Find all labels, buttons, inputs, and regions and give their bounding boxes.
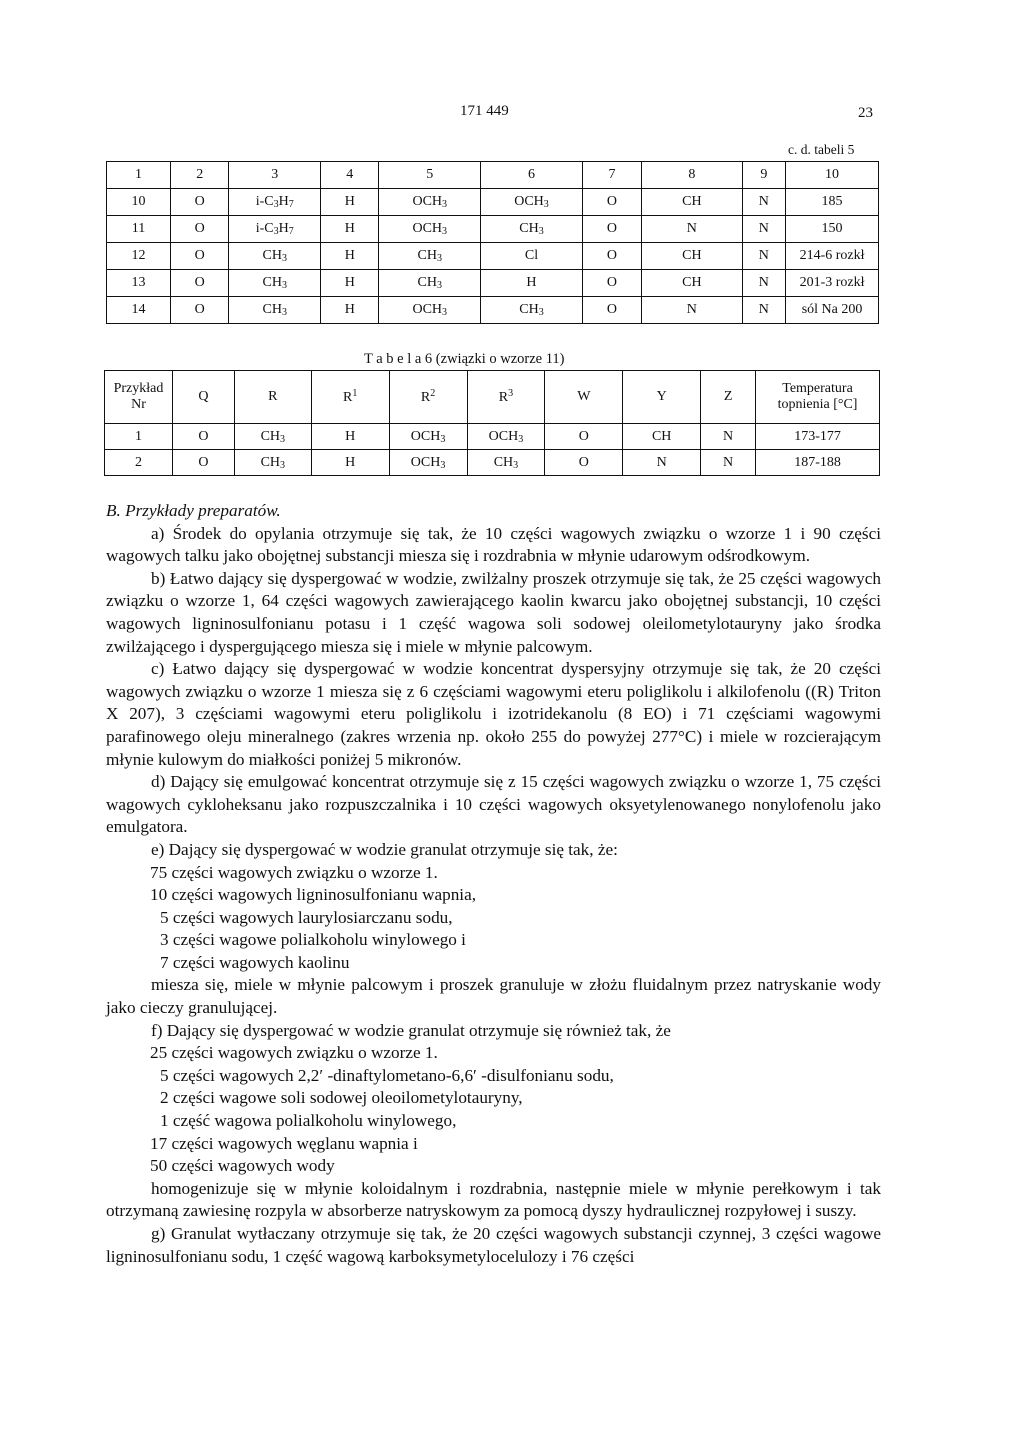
table-cell: $CH_3$	[229, 243, 321, 270]
paragraph-c: c) Łatwo dający się dyspergować w wodzie koncentrat dyspersyjny otrzymuje się tak, że 20 części wagowych związku o wzorze 1 miesza się z 6 częściami wagowymi eteru poliglikolu i alkilofenolu ((R) Triton X 207), 3 częściami wagowymi eteru poliglikolu i izotridekanolu (8 EO) i 71 częściami wagowymi parafinowego oleju mineralnego (zakres wrzenia np. około 255 do powyżej 277°C) i miele w rozcierającym młynie kulowym do miałkości poniżej 5 mikronów.	[106, 659, 881, 769]
table-cell: O	[582, 270, 641, 297]
table-cell: $OCH_3$	[389, 424, 467, 450]
table-cell: H	[321, 216, 379, 243]
table-cell: CH	[642, 243, 743, 270]
table-cell: 150	[786, 216, 879, 243]
table-cell: $CH_3$	[467, 450, 545, 476]
table-5-row	[107, 270, 879, 297]
table-cell: H	[481, 270, 583, 297]
table-cell: 173-177	[756, 424, 880, 450]
header-line: Przykład	[113, 381, 164, 396]
table-cell: 13	[107, 270, 171, 297]
table-5-header-row	[107, 162, 879, 189]
section-heading: B. Przykłady preparatów.	[106, 501, 281, 520]
list-item: 17 części wagowych węglanu wapnia i	[150, 1133, 418, 1153]
table-cell: $i-C_3H_7$	[229, 189, 321, 216]
table-cell: $OCH_3$	[467, 424, 545, 450]
table-cell: CH	[623, 424, 701, 450]
table-cell: $OCH_3$	[481, 189, 583, 216]
table-6-header-row	[105, 371, 880, 424]
table-cell: $i-C_3H_7$	[229, 216, 321, 243]
table-cell: H	[321, 270, 379, 297]
table-cell: $CH_3$	[379, 243, 481, 270]
list-item: 7 części wagowych kaolinu	[160, 952, 350, 972]
list-item: 5 części wagowych 2,2′ -dinaftylometano-6,6′ -disulfonianu sodu,	[160, 1065, 614, 1085]
table-cell: H	[321, 243, 379, 270]
table-cell: H	[311, 424, 389, 450]
table-5-row	[107, 216, 879, 243]
header-cell-r3: $R^3$	[467, 371, 545, 424]
list-item: 50 części wagowych wody	[150, 1156, 335, 1176]
page-number: 23	[858, 105, 873, 121]
table-cell: 187-188	[756, 450, 880, 476]
table-cell: 2	[105, 450, 173, 476]
table-cell: $OCH_3$	[379, 189, 481, 216]
table-cell: N	[742, 243, 785, 270]
table-cell: 11	[107, 216, 171, 243]
table-cell: N	[701, 450, 756, 476]
table-cell: O	[171, 297, 229, 324]
table-6-row	[105, 424, 880, 450]
list-item: 75 części wagowych związku o wzorze 1.	[150, 862, 438, 882]
table-cell: 201-3 rozkł	[786, 270, 879, 297]
table-cell: O	[545, 424, 623, 450]
table-cell: $CH_3$	[234, 424, 311, 450]
table-5	[106, 161, 879, 324]
paragraph-g: g) Granulat wytłaczany otrzymuje się tak, że 20 części wagowych substancji czynnej, 3 części wagowe ligninosulfonianu sodu, 1 część wagową karboksymetylocelulozy i 76 części	[106, 1224, 881, 1266]
table-cell: O	[171, 243, 229, 270]
table-cell: $OCH_3$	[379, 297, 481, 324]
table-cell: N	[623, 450, 701, 476]
table-5-row	[107, 189, 879, 216]
header-cell: Y	[623, 371, 701, 424]
table-cell: O	[172, 424, 234, 450]
table-cell: 10	[107, 189, 171, 216]
header-cell: W	[545, 371, 623, 424]
header-line: Nr	[131, 397, 146, 412]
header-cell: Z	[701, 371, 756, 424]
table-cell: H	[321, 297, 379, 324]
table-cell: O	[172, 450, 234, 476]
table-cell: $OCH_3$	[389, 450, 467, 476]
table-cell: 14	[107, 297, 171, 324]
table-cell: CH	[642, 270, 743, 297]
list-item: 2 części wagowe soli sodowej oleoilometylotauryny,	[160, 1088, 523, 1108]
table-cell: 185	[786, 189, 879, 216]
list-item: 5 części wagowych laurylosiarczanu sodu,	[160, 907, 453, 927]
header-cell: 2	[171, 162, 229, 189]
header-cell: 1	[107, 162, 171, 189]
table-cell: O	[171, 189, 229, 216]
table-cell: O	[582, 297, 641, 324]
list-item: 10 części wagowych ligninosulfonianu wapnia,	[150, 885, 477, 905]
table-cell: N	[642, 216, 743, 243]
table-cell: $OCH_3$	[379, 216, 481, 243]
table-cell: $CH_3$	[481, 216, 583, 243]
table-6-title: T a b e l a 6 (związki o wzorze 11)	[364, 351, 565, 367]
paragraph-a: a) Środek do opylania otrzymuje się tak, że 10 części wagowych związku o wzorze 1 i 90 części wagowych talku jako obojętnej substancji miesza się i rozdrabnia w młynie udarowym odśrodkowym.	[106, 523, 881, 566]
header-cell: Q	[172, 371, 234, 424]
table-cell: O	[582, 243, 641, 270]
table-cell: $CH_3$	[234, 450, 311, 476]
paragraph-e-outro: miesza się, miele w młynie palcowym i proszek granuluje w złożu fluidalnym przez natryskanie wody jako cieczy granulującej.	[106, 975, 881, 1018]
table-6-row	[105, 450, 880, 476]
header-line: Temperatura	[782, 381, 853, 396]
table-cell: O	[171, 270, 229, 297]
header-cell: 7	[582, 162, 641, 189]
list-item: 25 części wagowych związku o wzorze 1.	[150, 1043, 438, 1063]
header-cell: 9	[742, 162, 785, 189]
header-symbol: R	[420, 390, 431, 405]
header-cell: 8	[642, 162, 743, 189]
list-item: 3 części wagowe polialkoholu winylowego i	[160, 930, 466, 950]
header-cell-r1: $R^1$	[311, 371, 389, 424]
table-cell: H	[311, 450, 389, 476]
header-cell: 6	[481, 162, 583, 189]
header-cell: 3	[229, 162, 321, 189]
table-cell: N	[742, 297, 785, 324]
header-symbol: R	[342, 390, 353, 405]
table-cell: N	[742, 270, 785, 297]
table-cell: 1	[105, 424, 173, 450]
table-cell: $CH_3$	[229, 297, 321, 324]
table-cell: Cl	[481, 243, 583, 270]
table-cell: $CH_3$	[229, 270, 321, 297]
header-cell-example	[105, 371, 173, 424]
paragraph-e-intro: e) Dający się dyspergować w wodzie granulat otrzymuje się tak, że:	[151, 839, 618, 859]
body-text	[106, 500, 881, 1268]
table-5-row	[107, 297, 879, 324]
table-cell: N	[642, 297, 743, 324]
header-line: topnienia [°C]	[777, 397, 858, 412]
list-item: 1 część wagowa polialkoholu winylowego,	[160, 1111, 457, 1131]
table-cell: $CH_3$	[379, 270, 481, 297]
table-cell: H	[321, 189, 379, 216]
table-6	[104, 370, 880, 476]
table-cell: 214-6 rozkł	[786, 243, 879, 270]
table-cell: $CH_3$	[481, 297, 583, 324]
paragraph-d: d) Dający się emulgować koncentrat otrzymuje się z 15 części wagowych związku o wzorze 1, 75 części wagowych cykloheksanu jako rozpuszczalnika i 10 części wagowych oksyetylenowanego nonylofenolu jako emulgatora.	[106, 772, 881, 837]
table-5-row	[107, 243, 879, 270]
table-cell: O	[171, 216, 229, 243]
header-cell: 4	[321, 162, 379, 189]
table-cell: 12	[107, 243, 171, 270]
table-cell: N	[742, 216, 785, 243]
table-cell: O	[582, 189, 641, 216]
header-cell: 10	[786, 162, 879, 189]
header-cell-temperature	[756, 371, 880, 424]
paragraph-f-intro: f) Dający się dyspergować w wodzie granulat otrzymuje się również tak, że	[151, 1020, 671, 1040]
table-continuation-label: c. d. tabeli 5	[788, 142, 855, 157]
table-cell: N	[701, 424, 756, 450]
table-cell: N	[742, 189, 785, 216]
patent-number: 171 449	[460, 103, 509, 119]
header-cell-r2: $R^2$	[389, 371, 467, 424]
table-cell: CH	[642, 189, 743, 216]
header-symbol: R	[498, 390, 509, 405]
paragraph-f-outro: homogenizuje się w młynie koloidalnym i rozdrabnia, następnie miele w młynie perełkowym i tak otrzymaną zawiesinę rozpyla w absorberze natryskowym za pomocą dyszy hydraulicznej rozpyłowej i suszy.	[106, 1178, 881, 1221]
header-cell: 5	[379, 162, 481, 189]
table-cell: O	[545, 450, 623, 476]
paragraph-b: b) Łatwo dający się dyspergować w wodzie, zwilżalny proszek otrzymuje się tak, że 25 części wagowych związku o wzorze 1, 64 części wagowych zawierającego kaolin kwarcu jako obojętnej substancji, 10 części wagowych ligninosulfonianu potasu i 1 część wagowa soli sodowej oleilometylotauryny jako środka zwilżającego i dyspergującego miesza się i miele w młynie palcowym.	[106, 568, 881, 656]
table-cell: sól Na 200	[786, 297, 879, 324]
table-cell: O	[582, 216, 641, 243]
header-cell: R	[234, 371, 311, 424]
